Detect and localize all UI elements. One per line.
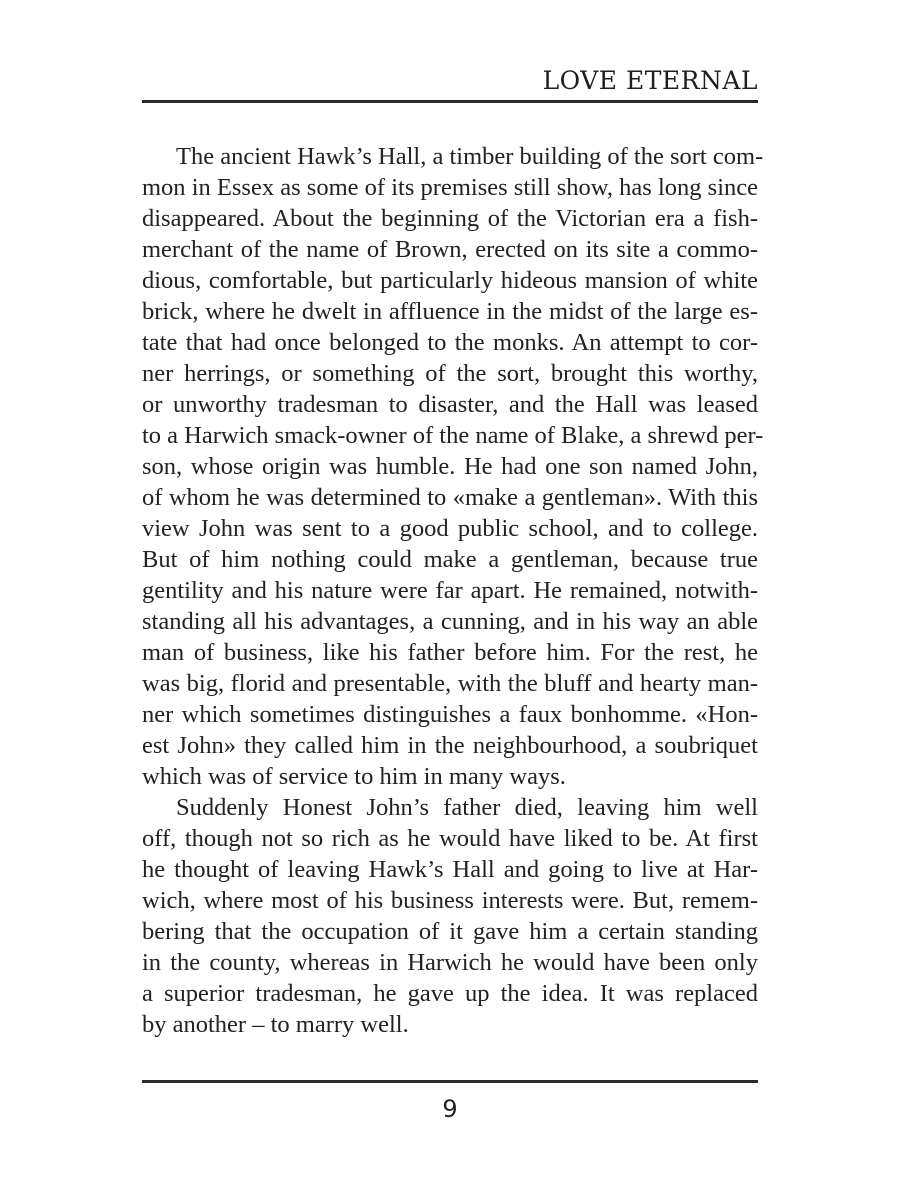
text-line: of whom he was determined to «make a gentleman». With this xyxy=(142,484,758,511)
text-line: or unworthy tradesman to disaster, and the Hall was leased xyxy=(142,391,758,418)
body-text xyxy=(142,141,764,1040)
paragraph-2 xyxy=(142,792,758,1040)
text-line: est John» they called him in the neighbourhood, a soubriquet xyxy=(142,732,758,759)
header-rule xyxy=(142,100,758,103)
text-line: standing all his advantages, a cunning, and in his way an able xyxy=(142,608,758,635)
text-line: brick, where he dwelt in affluence in the midst of the large es- xyxy=(142,298,758,325)
text-line: dious, comfortable, but particularly hideous mansion of white xyxy=(142,267,758,294)
text-line: gentility and his nature were far apart. He remained, notwith- xyxy=(142,577,758,604)
text-line: in the county, whereas in Harwich he would have been only xyxy=(142,949,758,976)
paragraph-1 xyxy=(142,141,764,792)
footer-rule xyxy=(142,1080,758,1083)
text-line: But of him nothing could make a gentleman, because true xyxy=(142,546,758,573)
text-line: which was of service to him in many ways. xyxy=(142,763,566,790)
text-line: son, whose origin was humble. He had one son named John, xyxy=(142,453,758,480)
text-line: by another – to marry well. xyxy=(142,1011,409,1038)
page-number: 9 xyxy=(442,1095,458,1123)
text-line: wich, where most of his business interests were. But, remem- xyxy=(142,887,758,914)
text-line: a superior tradesman, he gave up the idea. It was replaced xyxy=(142,980,758,1007)
text-line: to a Harwich smack-owner of the name of Blake, a shrewd per- xyxy=(142,422,764,449)
text-line: Suddenly Honest John’s father died, leaving him well xyxy=(176,794,758,821)
text-line: tate that had once belonged to the monks. An attempt to cor- xyxy=(142,329,758,356)
text-line: man of business, like his father before him. For the rest, he xyxy=(142,639,758,666)
text-line: mon in Essex as some of its premises still show, has long since xyxy=(142,174,758,201)
text-line: view John was sent to a good public school, and to college. xyxy=(142,515,758,542)
text-line: bering that the occupation of it gave him a certain standing xyxy=(142,918,758,945)
text-line: was big, florid and presentable, with the bluff and hearty man- xyxy=(142,670,758,697)
text-line: off, though not so rich as he would have liked to be. At first xyxy=(142,825,758,852)
text-line: disappeared. About the beginning of the Victorian era a fish- xyxy=(142,205,758,232)
text-line: ner herrings, or something of the sort, brought this worthy, xyxy=(142,360,758,387)
text-line: he thought of leaving Hawk’s Hall and going to live at Har- xyxy=(142,856,758,883)
text-line: The ancient Hawk’s Hall, a timber building of the sort com- xyxy=(176,143,764,170)
text-line: merchant of the name of Brown, erected on its site a commo- xyxy=(142,236,758,263)
running-header-title: LOVE ETERNAL xyxy=(542,66,758,95)
text-line: ner which sometimes distinguishes a faux bonhomme. «Hon- xyxy=(142,701,758,728)
